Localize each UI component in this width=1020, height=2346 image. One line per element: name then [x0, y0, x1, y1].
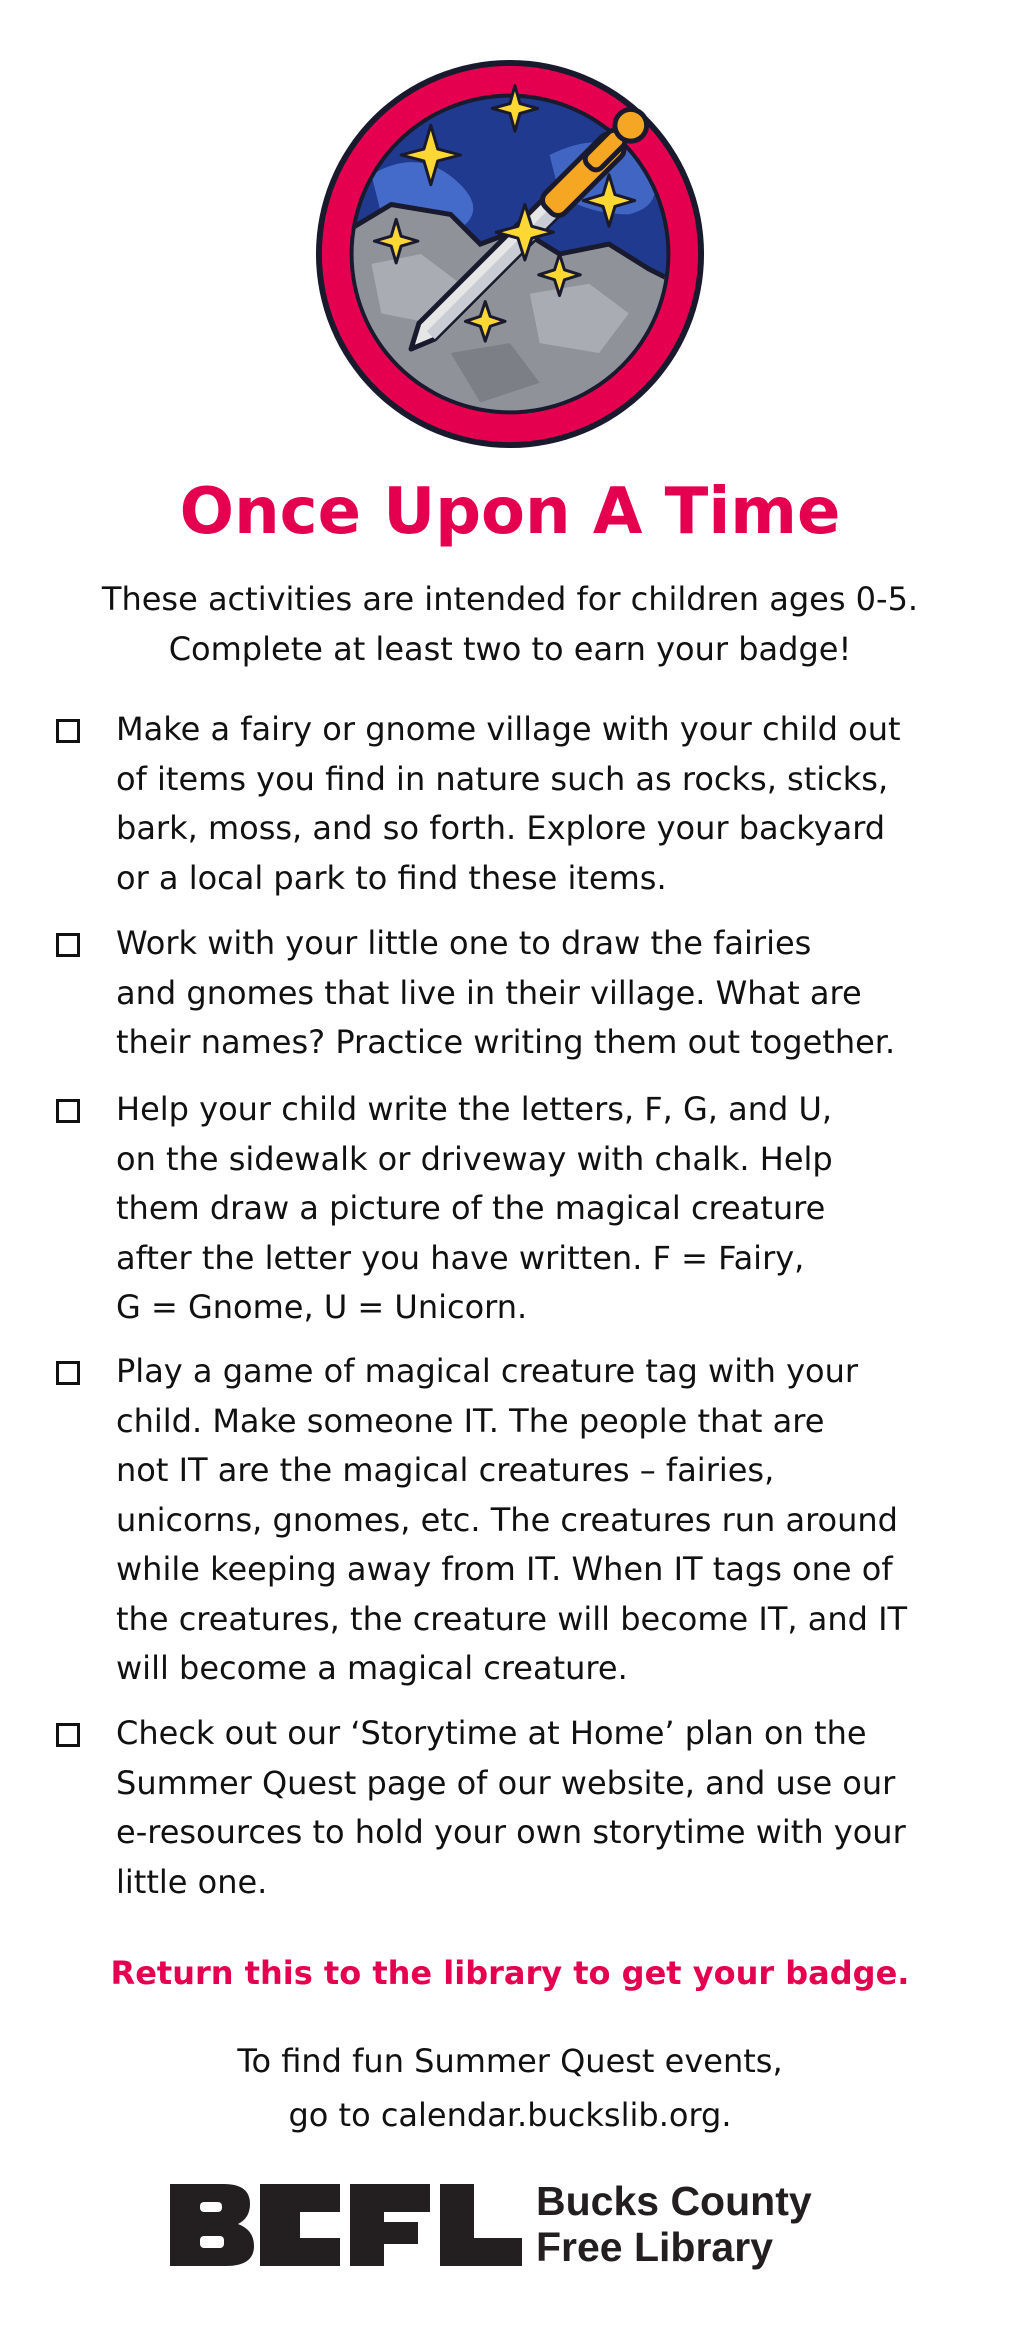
activity-text-line: little one.: [116, 1862, 268, 1901]
sword-in-stone-icon: [312, 56, 708, 452]
events-line: go to calendar.buckslib.org.: [288, 2096, 732, 2134]
activity-item: [56, 1085, 833, 1333]
activity-checkbox[interactable]: [56, 1723, 80, 1747]
library-name: [536, 2178, 812, 2270]
intro-line: These activities are intended for children ages 0-5.: [101, 580, 919, 618]
activity-text-line: them draw a picture of the magical creature: [116, 1189, 826, 1227]
badge-emblem: [312, 56, 708, 452]
activity-text-line: child. Make someone IT. The people that are: [116, 1401, 825, 1440]
activity-text-line: Play a game of magical creature tag with your: [116, 1352, 859, 1390]
activity-text-line: unicorns, gnomes, etc. The creatures run around: [116, 1500, 898, 1539]
activity-text-line: of items you find in nature such as rocks, sticks,: [116, 759, 889, 798]
activity-text-line: bark, moss, and so forth. Explore your backyard: [116, 809, 886, 847]
library-name-line: Bucks County: [536, 2178, 812, 2224]
intro-text: [0, 574, 1020, 674]
activity-text-line: or a local park to find these items.: [116, 858, 667, 897]
activity-checkbox[interactable]: [56, 719, 80, 743]
activity-text-line: Check out our ‘Storytime at Home’ plan on the: [116, 1714, 867, 1752]
activity-text-line: G = Gnome, U = Unicorn.: [116, 1288, 528, 1326]
activity-item: [56, 1347, 907, 1694]
return-note: Return this to the library to get your badge.: [110, 1954, 910, 1992]
activity-text-line: on the sidewalk or driveway with chalk. Help: [116, 1139, 833, 1178]
activity-text-line: Make a fairy or gnome village with your child out: [116, 710, 901, 748]
page-title: Once Upon A Time: [179, 475, 841, 549]
activity-text-line: e-resources to hold your own storytime with your: [116, 1813, 906, 1851]
activity-text-line: will become a magical creature.: [116, 1649, 628, 1687]
activity-text-line: Summer Quest page of our website, and use our: [116, 1763, 896, 1802]
activity-checkbox[interactable]: [56, 1361, 80, 1385]
library-logo: [170, 2178, 850, 2270]
library-name-line: Free Library: [536, 2224, 773, 2270]
activity-checkbox[interactable]: [56, 1099, 80, 1123]
intro-line: Complete at least two to earn your badge!: [168, 630, 852, 668]
bcfl-logo-icon: [170, 2184, 522, 2266]
activity-item: [56, 705, 901, 903]
activity-text-line: Help your child write the letters, F, G, and U,: [116, 1090, 833, 1128]
activity-text-line: and gnomes that live in their village. What are: [116, 973, 862, 1012]
activity-text-line: their names? Practice writing them out together.: [116, 1023, 896, 1061]
activity-text-line: while keeping away from IT. When IT tags one of: [116, 1550, 893, 1588]
events-note: [0, 2034, 1020, 2142]
activity-text-line: the creatures, the creature will become IT, and IT: [116, 1599, 908, 1638]
activity-item: [56, 1709, 906, 1907]
activity-text-line: Work with your little one to draw the fairies: [116, 924, 812, 962]
activity-checkbox[interactable]: [56, 933, 80, 957]
activity-text-line: after the letter you have written. F = Fairy,: [116, 1238, 805, 1277]
activity-item: [56, 919, 895, 1068]
activity-text-line: not IT are the magical creatures – fairies,: [116, 1451, 775, 1489]
events-line: To find fun Summer Quest events,: [237, 2042, 783, 2080]
